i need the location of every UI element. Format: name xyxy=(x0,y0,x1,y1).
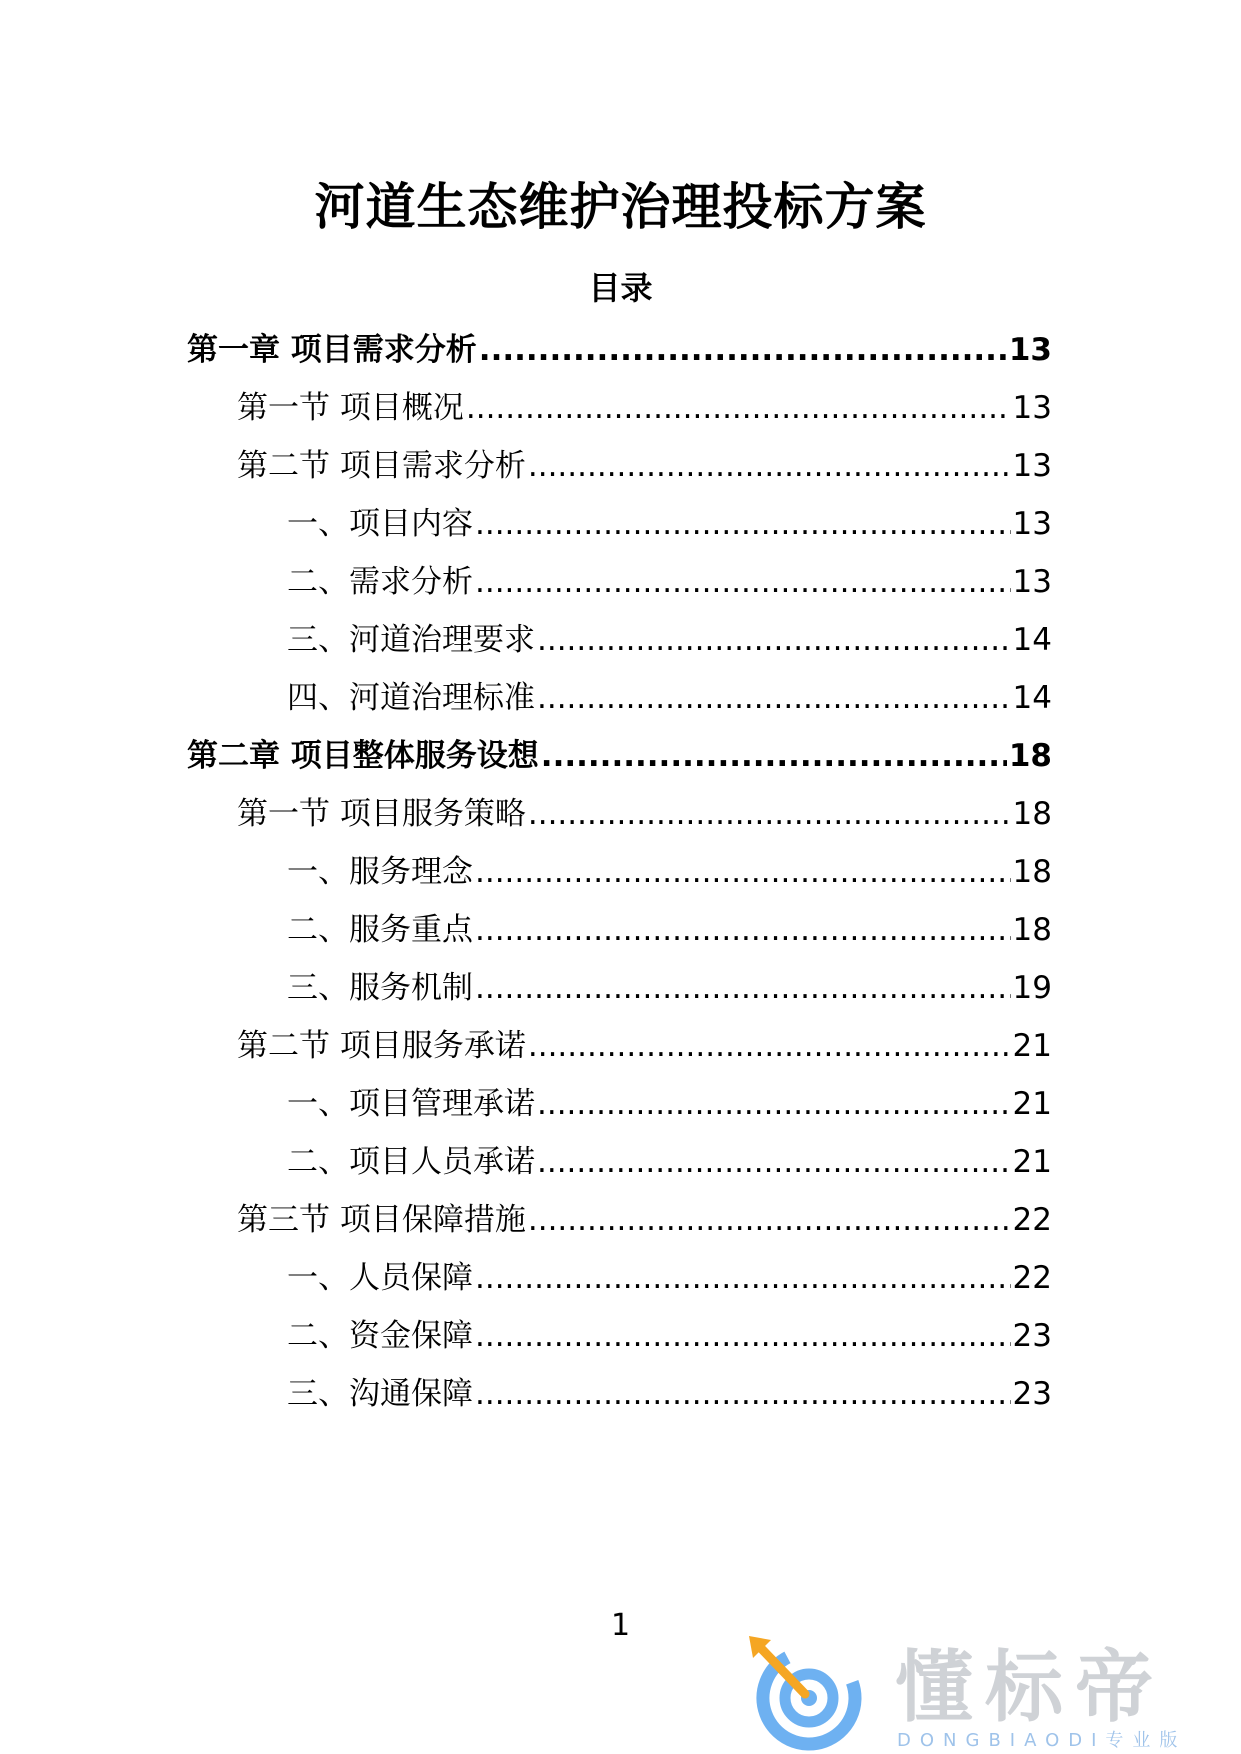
watermark-brand-name: 懂标帝 xyxy=(895,1643,1166,1733)
toc-entry-label: 第一章 项目需求分析 xyxy=(187,332,477,368)
dot-leader xyxy=(537,1084,1011,1124)
toc-entry-page: 13 xyxy=(1012,448,1052,484)
dot-leader xyxy=(537,678,1011,718)
toc-entry-page: 14 xyxy=(1012,622,1052,658)
toc-entry-label: 三、河道治理要求 xyxy=(287,622,535,658)
dot-leader xyxy=(475,910,1011,950)
toc-entry-page: 13 xyxy=(1012,390,1052,426)
toc-entry-label: 第二节 项目需求分析 xyxy=(237,448,526,484)
dot-leader xyxy=(479,330,1007,370)
toc-heading: 目录 xyxy=(588,269,653,307)
toc-entry-subsection[interactable] xyxy=(287,504,1052,544)
toc-entry-label: 第二节 项目服务承诺 xyxy=(237,1028,526,1064)
toc-entry-subsection[interactable] xyxy=(287,562,1052,602)
toc-entry-label: 二、资金保障 xyxy=(287,1318,473,1354)
toc-entry-page: 23 xyxy=(1012,1376,1052,1412)
toc-entry-label: 一、人员保障 xyxy=(287,1260,473,1296)
target-arrow-icon xyxy=(745,1636,875,1754)
toc-entry-section[interactable] xyxy=(237,1200,1052,1240)
toc-entry-label: 第二章 项目整体服务设想 xyxy=(187,738,539,774)
toc-entry-section[interactable] xyxy=(237,388,1052,428)
toc-entry-section[interactable] xyxy=(237,794,1052,834)
toc-entry-page: 22 xyxy=(1012,1260,1052,1296)
toc-entry-label: 二、服务重点 xyxy=(287,912,473,948)
toc-entry-subsection[interactable] xyxy=(287,1142,1052,1182)
dot-leader xyxy=(528,1026,1011,1066)
toc-entry-label: 二、需求分析 xyxy=(287,564,473,600)
toc-entry-page: 21 xyxy=(1012,1144,1052,1180)
toc-entry-subsection[interactable] xyxy=(287,1374,1052,1414)
dot-leader xyxy=(475,1374,1011,1414)
toc-entry-page: 22 xyxy=(1012,1202,1052,1238)
toc-entry-label: 四、河道治理标准 xyxy=(287,680,535,716)
toc-entry-chapter[interactable] xyxy=(187,736,1052,776)
toc-entry-page: 13 xyxy=(1008,332,1052,368)
toc-entry-label: 第三节 项目保障措施 xyxy=(237,1202,526,1238)
toc-entry-subsection[interactable] xyxy=(287,910,1052,950)
toc-entry-subsection[interactable] xyxy=(287,678,1052,718)
dot-leader xyxy=(475,504,1011,544)
dot-leader xyxy=(528,446,1011,486)
watermark-subtitle: DONGBIAODI专业版 xyxy=(897,1730,1187,1751)
toc-entry-label: 二、项目人员承诺 xyxy=(287,1144,535,1180)
toc-entry-page: 14 xyxy=(1012,680,1052,716)
page-number: 1 xyxy=(610,1608,631,1643)
toc-entry-subsection[interactable] xyxy=(287,1258,1052,1298)
dot-leader xyxy=(475,562,1011,602)
dot-leader xyxy=(528,794,1011,834)
dot-leader xyxy=(466,388,1011,428)
toc-entry-subsection[interactable] xyxy=(287,1084,1052,1124)
dot-leader xyxy=(537,1142,1011,1182)
toc-entry-page: 18 xyxy=(1012,854,1052,890)
toc-entry-subsection[interactable] xyxy=(287,620,1052,660)
dot-leader xyxy=(537,620,1011,660)
toc-entry-label: 第一节 项目服务策略 xyxy=(237,796,526,832)
toc-entry-page: 13 xyxy=(1012,506,1052,542)
toc-entry-section[interactable] xyxy=(237,446,1052,486)
toc-entry-page: 21 xyxy=(1012,1086,1052,1122)
toc-entry-label: 三、沟通保障 xyxy=(287,1376,473,1412)
toc-entry-page: 13 xyxy=(1012,564,1052,600)
toc-entry-label: 一、项目管理承诺 xyxy=(287,1086,535,1122)
dot-leader xyxy=(528,1200,1011,1240)
dot-leader xyxy=(475,1316,1011,1356)
toc-entry-label: 一、项目内容 xyxy=(287,506,473,542)
toc-entry-page: 21 xyxy=(1012,1028,1052,1064)
toc-entry-page: 19 xyxy=(1012,970,1052,1006)
toc-entry-page: 18 xyxy=(1008,738,1052,774)
toc-entry-label: 一、服务理念 xyxy=(287,854,473,890)
toc-entry-page: 18 xyxy=(1012,912,1052,948)
toc-entry-subsection[interactable] xyxy=(287,1316,1052,1356)
toc-entry-page: 18 xyxy=(1012,796,1052,832)
toc-entry-chapter[interactable] xyxy=(187,330,1052,370)
document-title: 河道生态维护治理投标方案 xyxy=(314,178,927,236)
toc-entry-subsection[interactable] xyxy=(287,968,1052,1008)
dot-leader xyxy=(475,1258,1011,1298)
toc-entry-label: 第一节 项目概况 xyxy=(237,390,464,426)
dot-leader xyxy=(475,852,1011,892)
watermark xyxy=(745,1636,1215,1754)
toc-entry-section[interactable] xyxy=(237,1026,1052,1066)
dot-leader xyxy=(541,736,1007,776)
toc-entry-page: 23 xyxy=(1012,1318,1052,1354)
toc-entry-label: 三、服务机制 xyxy=(287,970,473,1006)
toc-entry-subsection[interactable] xyxy=(287,852,1052,892)
dot-leader xyxy=(475,968,1011,1008)
